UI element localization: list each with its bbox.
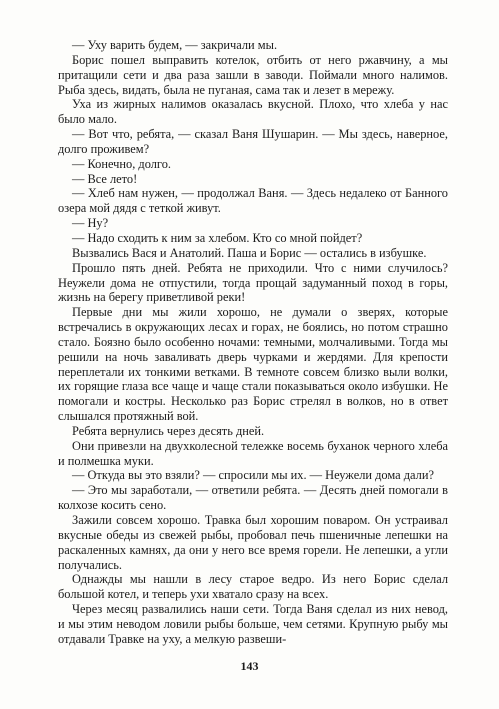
paragraph: Борис пошел выправить котелок, отбить от него ржавчину, а мы притащили сети и два раза зашли в заводи. Поймали много налимов. Рыба здесь, видать, была не пуганая, сама так и лезет в мережу. xyxy=(58,52,448,97)
paragraph: Через месяц развалились наши сети. Тогда Ваня сделал из них невод, и мы этим неводом ловили рыбы больше, чем сетями. Крупную рыбу мы отдавали Травке на уху, а мелкую развеши- xyxy=(58,602,448,646)
paragraph: Первые дни мы жили хорошо, не думали о зверях, которые встречались в окружающих лесах и горах, не боялись, но потом страшно стало. Боязно было особенно ночами: темными, молчаливыми. Тогда мы решили на ночь заваливать дверь чурками и жердями. Для крепости переплетали их тонкими ветками. В темноте совсем близко выли волки, их горящие глаза все чаще и чаще стали показываться около избушки. Не помогали и костры. Несколько раз Борис стрелял в волков, но в ответ слышался протяжный вой. xyxy=(58,305,448,424)
body-text xyxy=(58,38,448,647)
paragraph: — Конечно, долго. xyxy=(72,156,171,171)
paragraph: — Хлеб нам нужен, — продолжал Ваня. — Здесь недалеко от Банного озера мой дядя с теткой живут. xyxy=(58,186,448,216)
paragraph: Зажили совсем хорошо. Травка был хорошим поваром. Он устраивал вкусные обеды из свежей рыбы, пробовал печь пшеничные лепешки на раскаленных камнях, да они у него все время горели. Не лепешки, а угли получались. xyxy=(58,513,448,572)
paragraph: — Вот что, ребята, — сказал Ваня Шушарин. — Мы здесь, наверное, долго проживем? xyxy=(58,127,448,156)
paragraph: — Это мы заработали, — ответили ребята. — Десять дней помогали в колхозе косить сено. xyxy=(58,483,448,513)
page-number: 143 xyxy=(240,659,259,673)
paragraph: Уха из жирных налимов оказалась вкусной. Плохо, что хлеба у нас было мало. xyxy=(58,97,448,127)
paragraph: — Все лето! xyxy=(72,171,138,186)
paragraph: Они привезли на двухколесной тележке восемь буханок черного хлеба и полмешка муки. xyxy=(58,438,448,468)
paragraph: Ребята вернулись через десять дней. xyxy=(72,423,265,438)
paragraph: — Уху варить будем, — закричали мы. xyxy=(72,38,278,52)
paragraph: — Надо сходить к ним за хлебом. Кто со мной пойдет? xyxy=(72,230,363,245)
paragraph: — Ну? xyxy=(72,216,109,231)
paragraph: — Откуда вы это взяли? — спросили мы их. — Неужели дома дали? xyxy=(72,468,434,483)
paragraph: Прошло пять дней. Ребята не приходили. Что с ними случилось? Неужели дома не отпустили, тогда прощай задуманный поход в горы, жизнь на берегу приветливой реки! xyxy=(58,260,448,305)
paragraph: Вызвались Вася и Анатолий. Паша и Борис — остались в избушке. xyxy=(72,245,427,260)
paragraph: Однажды мы нашли в лесу старое ведро. Из него Борис сделал большой котел, и теперь ухи хватало сразу на всех. xyxy=(58,572,448,602)
